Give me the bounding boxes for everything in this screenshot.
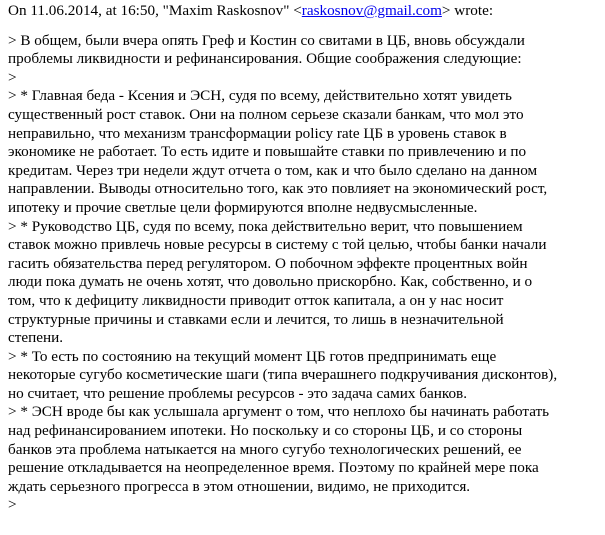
quote-line: решение откладывается на неопределенное время. Поэтому по крайней мере пока (8, 459, 539, 477)
header-suffix: > wrote: (441, 2, 494, 19)
quote-line: но считает, что решение проблемы ресурсов - это задача самих банков. (8, 384, 468, 402)
quote-line: > * Главная беда - Ксения и ЭСН, судя по всему, действительно хотят увидеть (8, 87, 512, 105)
quote-line: ждать серьезного прогресса в этом отношении, видимо, не приходится. (8, 477, 471, 495)
quote-line: > * ЭСН вроде бы как услышала аргумент о том, что неплохо бы начинать работать (8, 403, 550, 421)
quote-header (8, 2, 600, 21)
quote-line: гасить обязательства перед регулятором. О побочном эффекте процентных войн (8, 254, 528, 272)
quote-line: банков эта проблема натыкается на много сугубо технологических решений, ее (8, 440, 522, 458)
quote-line: экономике не работает. То есть идите и повышайте ставки по привлечению и по (8, 143, 527, 161)
quote-line: > В общем, были вчера опять Греф и Костин со свитами в ЦБ, вновь обсуждали (8, 31, 525, 49)
quote-line: > * То есть по состоянию на текущий момент ЦБ готов предпринимать еще (8, 347, 497, 365)
quote-line: степени. (8, 329, 64, 347)
quote-line: проблемы ликвидности и рефинансирования. Общие соображения следующие: (8, 50, 522, 68)
quote-line: направлении. Выводы относительно того, как это повлияет на экономический рост, (8, 180, 548, 198)
quote-line: ипотеку и прочие светлые цели формируются вполне недвусмысленные. (8, 198, 478, 216)
quote-line: > (8, 68, 17, 86)
quote-line: люди пока думать не очень хотят, что довольно прискорбно. Как, собственно, и о (8, 273, 533, 291)
email-message (8, 2, 600, 515)
quote-line: неправильно, что механизм трансформации policy rate ЦБ в уровень ставок в (8, 124, 507, 142)
quote-line: некоторые сугубо косметические шаги (типа вчерашнего подкручивания дисконтов), (8, 366, 558, 384)
quote-line: том, что к дефициту ликвидности приводит отток капитала, а он у нас носит (8, 291, 504, 309)
quote-line: ставок можно привлечь новые ресурсы в систему с той целью, чтобы банки начали (8, 236, 547, 254)
quoted-body (8, 32, 600, 515)
quote-line: > * Руководство ЦБ, судя по всему, пока действительно верит, что повышением (8, 217, 523, 235)
quote-line: над рефинансированием ипотеки. Но поскольку и со стороны ЦБ, и со стороны (8, 422, 523, 440)
quote-line: > (8, 496, 17, 514)
quote-line: существенный рост ставок. Они на полном серьезе сказали банкам, что мол это (8, 105, 524, 123)
quote-line: структурные причины и ставками если и лечится, то лишь в незначительной (8, 310, 504, 328)
quote-line: кредитам. Через три недели ждут отчета о том, как и что было сделано на данном (8, 161, 538, 179)
header-prefix: On 11.06.2014, at 16:50, "Maxim Raskosnov" < (8, 2, 302, 19)
sender-email-link[interactable]: raskosnov@gmail.com (301, 2, 442, 19)
